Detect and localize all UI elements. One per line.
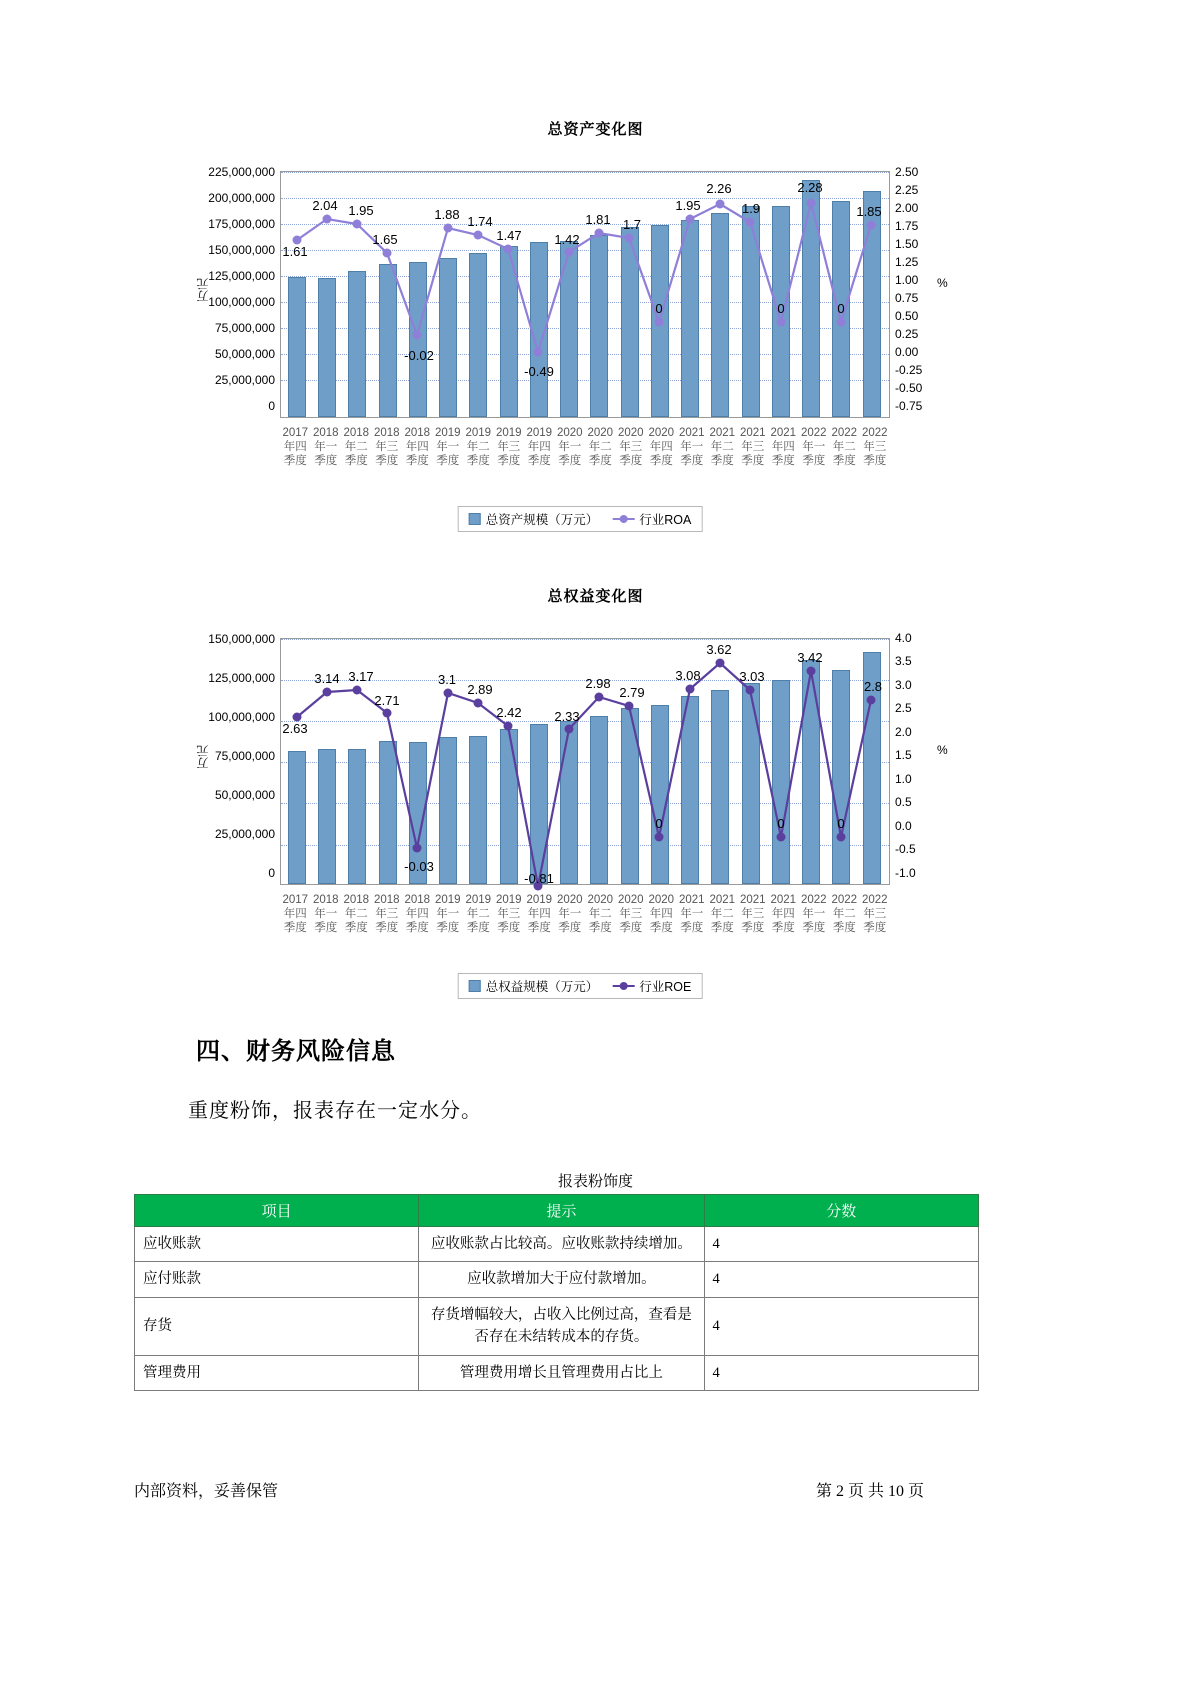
y-tick-right: 1.00 [895,273,919,287]
cell-item: 管理费用 [135,1355,419,1390]
data-label: 0 [837,816,845,831]
plot-area [280,171,890,418]
table-header-tip: 提示 [419,1195,704,1227]
data-label: 2.04 [312,198,338,213]
y-tick-right: -0.5 [895,842,916,856]
data-label: 3.08 [675,668,701,683]
x-tick-label: 2020年三季度 [617,427,644,468]
x-tick-label: 2021年二季度 [709,894,736,935]
x-tick-label: 2021年三季度 [739,894,766,935]
section-heading: 四、财务风险信息 [196,1038,396,1065]
x-tick-label: 2020年二季度 [587,427,614,468]
data-label: 0 [777,816,785,831]
data-label: 2.8 [863,679,883,694]
data-label: 2.28 [797,180,823,195]
x-tick-label: 2019年四季度 [526,894,553,935]
data-label: 1.65 [372,232,398,247]
data-label: 2.71 [374,693,400,708]
data-label: 2.63 [282,721,308,736]
x-tick-label: 2022年二季度 [831,894,858,935]
x-tick-label: 2021年四季度 [770,427,797,468]
x-tick-label: 2018年二季度 [343,894,370,935]
x-tick-label: 2020年一季度 [556,427,583,468]
y-tick-left: 50,000,000 [214,788,275,802]
data-label: 3.03 [739,669,765,684]
y-tick-left: 150,000,000 [208,243,275,257]
y-tick-left: 0 [268,866,275,880]
chart-title: 总权益变化图 [547,588,644,605]
y-tick-left: 75,000,000 [214,321,275,335]
y-tick-right: 1.0 [895,772,912,786]
y-axis-unit-left: 万元 [196,278,210,302]
legend-line-swatch [612,981,634,991]
cell-item: 存货 [135,1297,419,1355]
data-label: 0 [655,301,663,316]
y-tick-right: 0.25 [895,327,919,341]
y-tick-right: 1.50 [895,237,919,251]
legend-line-swatch [612,514,634,524]
table-header-score: 分数 [704,1195,978,1227]
legend-label: 行业ROE [639,980,692,994]
y-tick-right: 4.0 [895,631,912,645]
y-tick-right: 2.50 [895,165,919,179]
cell-tip: 应收款增加大于应付款增加。 [419,1262,704,1297]
table-row [135,1297,979,1355]
cell-score: 4 [704,1297,978,1355]
data-label: 1.42 [554,232,580,247]
data-label: 3.14 [314,671,340,686]
x-axis-labels [280,893,890,935]
x-tick-label: 2022年二季度 [831,427,858,468]
data-label: 1.95 [675,198,701,213]
x-tick-label: 2018年二季度 [343,427,370,468]
x-tick-label: 2019年一季度 [434,894,461,935]
y-tick-right: -0.75 [895,399,923,413]
footer-note: 内部资料，妥善保管 [134,1483,279,1500]
y-axis-unit-right: % [937,276,948,290]
data-label: 1.7 [622,217,642,232]
y-tick-right: 3.0 [895,678,912,692]
data-label: 1.85 [856,204,882,219]
legend-bar-swatch [469,513,481,525]
y-axis-unit-left: 万元 [196,745,210,769]
y-tick-right: -0.25 [895,363,923,377]
y-tick-left: 150,000,000 [208,632,275,646]
table-row [135,1355,979,1390]
chart-total-equity [0,585,1191,1015]
y-tick-right: 3.5 [895,654,912,668]
data-label: 0 [837,301,845,316]
data-label: -0.03 [404,859,434,874]
data-label: 1.9 [741,201,761,216]
legend-bar-swatch [469,980,481,992]
data-label: 0 [777,301,785,316]
chart-plot-wrapper [180,625,980,995]
legend-item-line [612,510,691,528]
legend-label: 行业ROA [639,513,692,527]
chart-plot-wrapper [180,158,980,528]
x-tick-label: 2020年一季度 [556,894,583,935]
data-label: -0.02 [404,348,434,363]
data-label: 3.1 [437,672,457,687]
y-tick-right: 0.5 [895,795,912,809]
x-tick-label: 2022年一季度 [800,427,827,468]
cell-item: 应收账款 [135,1227,419,1262]
x-tick-label: 2017年四季度 [282,894,309,935]
chart-title: 总资产变化图 [547,121,644,138]
table-caption: 报表粉饰度 [557,1174,633,1190]
data-label: 1.81 [585,212,611,227]
x-tick-label: 2021年二季度 [709,427,736,468]
legend-item-bar [469,977,599,995]
x-tick-label: 2020年三季度 [617,894,644,935]
y-tick-left: 100,000,000 [208,710,275,724]
x-tick-label: 2020年二季度 [587,894,614,935]
data-label: 1.61 [282,244,308,259]
y-tick-right: 2.0 [895,725,912,739]
data-label: 2.79 [619,685,645,700]
x-tick-label: 2021年四季度 [770,894,797,935]
y-tick-left: 100,000,000 [208,295,275,309]
x-tick-label: 2019年二季度 [465,427,492,468]
y-tick-right: -0.50 [895,381,923,395]
table-row [135,1227,979,1262]
data-label: 1.95 [348,203,374,218]
x-tick-label: 2022年三季度 [861,427,888,468]
data-label: 2.33 [554,709,580,724]
chart-legend [458,506,703,532]
cell-item: 应付账款 [135,1262,419,1297]
plot-area [280,638,890,885]
x-tick-label: 2018年三季度 [373,427,400,468]
data-label: 2.89 [467,682,493,697]
y-tick-right: 1.75 [895,219,919,233]
cell-score: 4 [704,1262,978,1297]
data-label: 2.26 [706,181,732,196]
data-label: 3.42 [797,650,823,665]
table-header-row [135,1195,979,1227]
y-tick-left: 25,000,000 [214,373,275,387]
y-tick-left: 225,000,000 [208,165,275,179]
x-tick-label: 2020年四季度 [648,427,675,468]
legend-label: 总权益规模（万元） [485,980,599,994]
data-label: 3.17 [348,669,374,684]
x-tick-label: 2022年一季度 [800,894,827,935]
cell-score: 4 [704,1355,978,1390]
x-tick-label: 2021年三季度 [739,427,766,468]
data-label: 2.98 [585,676,611,691]
cell-score: 4 [704,1227,978,1262]
cell-tip: 应收账款占比较高。应收账款持续增加。 [419,1227,704,1262]
table-row [135,1262,979,1297]
y-tick-left: 75,000,000 [214,749,275,763]
x-tick-label: 2018年四季度 [404,427,431,468]
legend-label: 总资产规模（万元） [485,513,599,527]
y-tick-left: 125,000,000 [208,671,275,685]
x-tick-label: 2017年四季度 [282,427,309,468]
x-tick-label: 2019年四季度 [526,427,553,468]
cell-tip: 存货增幅较大，占收入比例过高，查看是否存在未结转成本的存货。 [419,1297,704,1355]
data-label: 3.62 [706,642,732,657]
risk-table [134,1194,979,1391]
data-label: 1.47 [496,228,522,243]
y-tick-right: 0.0 [895,819,912,833]
y-axis-unit-right: % [937,743,948,757]
x-tick-label: 2018年四季度 [404,894,431,935]
y-tick-right: 2.5 [895,701,912,715]
y-tick-right: -1.0 [895,866,916,880]
x-tick-label: 2019年三季度 [495,427,522,468]
section-paragraph: 重度粉饰，报表存在一定水分。 [188,1100,482,1122]
table-header-item: 项目 [135,1195,419,1227]
data-label: 1.74 [467,214,493,229]
x-tick-label: 2018年一季度 [312,427,339,468]
footer-page-number: 第 2 页 共 10 页 [816,1483,925,1500]
x-axis-labels [280,426,890,468]
chart-legend [458,973,703,999]
y-tick-right: 2.00 [895,201,919,215]
data-label: 1.88 [434,207,460,222]
x-tick-label: 2019年三季度 [495,894,522,935]
y-tick-right: 0.00 [895,345,919,359]
x-tick-label: 2018年一季度 [312,894,339,935]
y-tick-left: 200,000,000 [208,191,275,205]
y-tick-right: 1.5 [895,748,912,762]
cell-tip: 管理费用增长且管理费用占比上 [419,1355,704,1390]
x-tick-label: 2018年三季度 [373,894,400,935]
data-label: -0.49 [524,364,554,379]
y-tick-left: 50,000,000 [214,347,275,361]
data-label: -0.81 [524,871,554,886]
y-tick-left: 125,000,000 [208,269,275,283]
x-tick-label: 2022年三季度 [861,894,888,935]
x-tick-label: 2020年四季度 [648,894,675,935]
y-tick-left: 0 [268,399,275,413]
y-tick-right: 0.50 [895,309,919,323]
legend-item-bar [469,510,599,528]
data-label: 0 [655,816,663,831]
y-tick-left: 175,000,000 [208,217,275,231]
x-tick-label: 2019年一季度 [434,427,461,468]
data-label: 2.42 [496,705,522,720]
y-tick-right: 2.25 [895,183,919,197]
y-tick-left: 25,000,000 [214,827,275,841]
y-tick-right: 1.25 [895,255,919,269]
x-tick-label: 2019年二季度 [465,894,492,935]
x-tick-label: 2021年一季度 [678,894,705,935]
chart-total-assets [0,118,1191,548]
legend-item-line [612,977,691,995]
x-tick-label: 2021年一季度 [678,427,705,468]
y-tick-right: 0.75 [895,291,919,305]
